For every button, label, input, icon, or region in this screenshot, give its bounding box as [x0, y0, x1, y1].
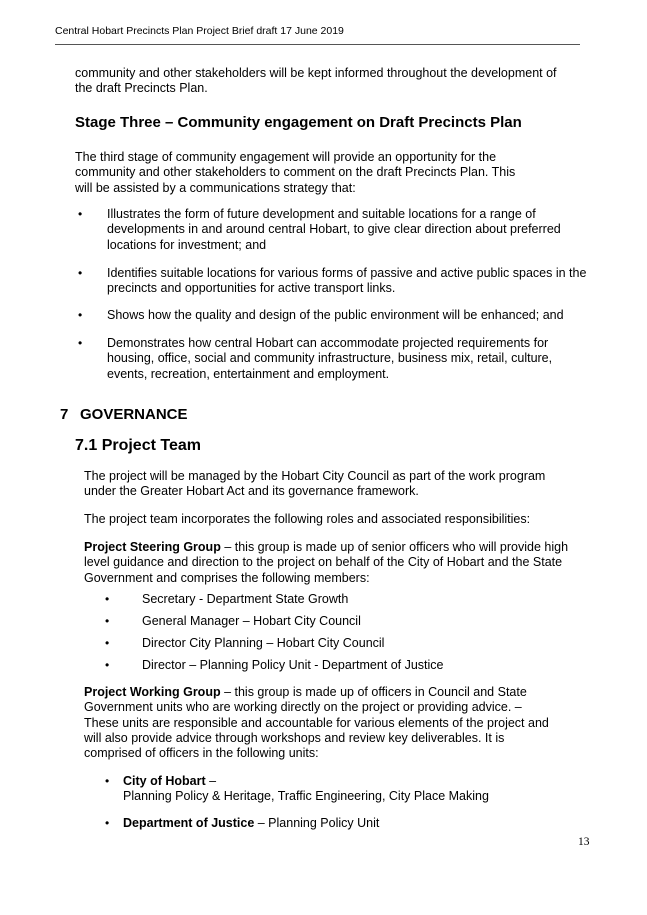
bullet-icon: •: [105, 592, 110, 606]
steering-group-paragraph: [84, 540, 594, 586]
steering-group-label: Project Steering Group: [84, 540, 221, 554]
working-group-paragraph: [84, 685, 559, 761]
bullet-icon: •: [78, 336, 83, 350]
unit-separator: – Planning Policy Unit: [254, 816, 380, 830]
stage-three-intro: The third stage of community engagement will provide an opportunity for the community and other stakeholders to comment on the draft Precincts Plan. This will be assisted by a communications strategy that:: [75, 150, 516, 195]
bullet-icon: •: [78, 308, 83, 322]
bullet-icon: •: [78, 266, 83, 280]
steering-member-1: Secretary - Department State Growth: [142, 592, 349, 606]
page-number: 13: [578, 836, 590, 848]
project-team-heading: 7.1 Project Team: [75, 437, 201, 454]
bullet-icon: •: [105, 614, 110, 628]
unit-city-of-hobart-detail: Planning Policy & Heritage, Traffic Engineering, City Place Making: [123, 789, 489, 803]
unit-name: Department of Justice: [123, 816, 255, 830]
unit-department-of-justice: [123, 816, 379, 831]
bullet-icon: •: [105, 636, 110, 650]
stage-three-bullet-2: Identifies suitable locations for various forms of passive and active public spaces in the precincts and opportunities for active transport links.: [107, 266, 587, 296]
continuation-paragraph: community and other stakeholders will be kept informed throughout the development of the draft Precincts Plan.: [75, 66, 557, 96]
bullet-icon: •: [105, 774, 110, 788]
steering-member-2: General Manager – Hobart City Council: [142, 614, 361, 628]
header-rule: [55, 44, 580, 45]
governance-heading: GOVERNANCE: [80, 406, 188, 423]
stage-three-bullet-1: Illustrates the form of future development and suitable locations for a range of developments in and around central Hobart, to give clear direction about preferred locations for investment; and: [107, 207, 561, 252]
stage-three-heading: Stage Three – Community engagement on Draft Precincts Plan: [75, 114, 522, 131]
steering-member-4: Director – Planning Policy Unit - Department of Justice: [142, 658, 444, 672]
steering-group-text: – this group is made up of senior officers who will provide high level guidance and direction to the project on behalf of the City of Hobart and the State Government and comprises the following members:: [84, 540, 569, 585]
stage-three-bullet-3: Shows how the quality and design of the public environment will be enhanced; and: [107, 308, 564, 322]
working-group-text: – this group is made up of officers in Council and State Government units who are working directly on the project or providing advice. – These units are responsible and accountable for various elements of the project and will also provide advice through workshops and review key deliverables. It is comprised of officers in the following units:: [84, 685, 549, 761]
working-group-label: Project Working Group: [84, 685, 221, 699]
unit-separator: –: [205, 774, 217, 788]
section-number: 7: [60, 406, 69, 423]
steering-member-3: Director City Planning – Hobart City Council: [142, 636, 385, 650]
bullet-icon: •: [105, 658, 110, 672]
stage-three-bullet-4: Demonstrates how central Hobart can accommodate projected requirements for housing, office, social and community infrastructure, business mix, retail, culture, events, recreation, entertainment and employment.: [107, 336, 553, 381]
unit-city-of-hobart-heading: [123, 774, 216, 789]
bullet-icon: •: [105, 816, 110, 830]
governance-para-1: The project will be managed by the Hobart City Council as part of the work program under the Greater Hobart Act and its governance framework.: [84, 469, 546, 499]
running-header: Central Hobart Precincts Plan Project Brief draft 17 June 2019: [55, 25, 344, 37]
governance-para-2: The project team incorporates the following roles and associated responsibilities:: [84, 512, 531, 526]
bullet-icon: •: [78, 207, 83, 221]
unit-name: City of Hobart: [123, 774, 206, 788]
